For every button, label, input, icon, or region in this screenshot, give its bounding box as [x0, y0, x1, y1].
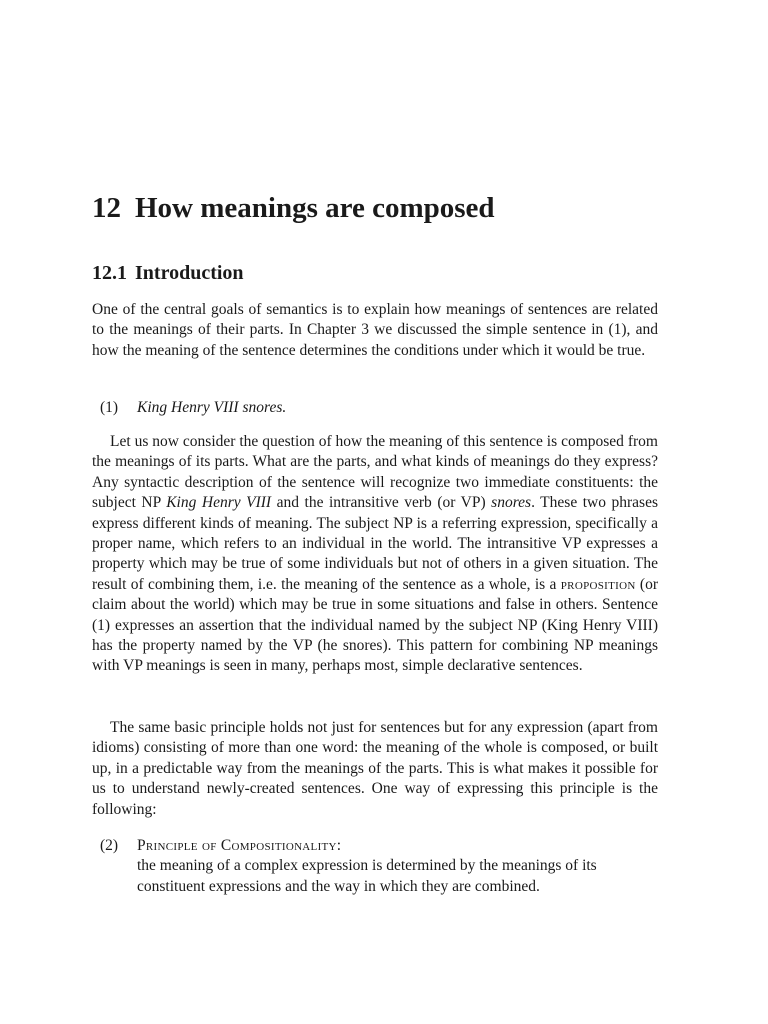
section-number: 12.1 — [92, 262, 127, 284]
section-title — [92, 259, 244, 287]
chapter-title — [92, 188, 495, 228]
example-1-sentence: King Henry VIII snores. — [137, 399, 287, 416]
example-2-term: Principle of Compositionality: — [137, 837, 342, 854]
example-1 — [100, 398, 660, 418]
example-2-definition: the meaning of a complex expression is determined by the meanings of its constituent expressions and the way in which they are combined. — [137, 857, 597, 895]
example-2-number: (2) — [100, 837, 119, 854]
composition-text-4: (or claim about the world) which may be true in some situations and false in others. Sentence (1) expresses an assertion that the individual named by the subject NP (King Henry VIII) has the property named by the VP (he snores). This pattern for combining NP meanings with VP meanings is seen in many, perhaps most, simple declarative sentences. — [92, 575, 658, 675]
chapter-number: 12 — [92, 192, 121, 224]
principle-paragraph: The same basic principle holds not just for sentences but for any expression (apart from idioms) consisting of more than one word: the meaning of the whole is composed, or built up, in a predictable way from the meanings of the parts. This is what makes it possible for us to understand newly-created sentences. One way of expressing this principle is the following: — [92, 719, 658, 818]
composition-text-1: Let us now consider the question of how the meaning of this sentence is composed from the meanings of its parts. What are the parts, and what kinds of meanings do they express? Any syntactic description of the sentence will recognize two immediate constituents: the subject NP — [92, 433, 658, 512]
example-2 — [100, 836, 660, 897]
composition-text-3: . These two phrases express different kinds of meaning. The subject NP is a referring expression, specifically a proper name, which refers to an individual in the world. The intransitive VP expresses a property which may be true of some individuals but not of others in a given situation. The result of combining them, i.e. the meaning of the sentence as a whole, is a — [92, 494, 658, 593]
intro-paragraph: One of the central goals of semantics is to explain how meanings of sentences are related to the meanings of their parts. In Chapter 3 we discussed the simple sentence in (1), and how the meaning of the sentence determines the conditions under which it would be true. — [92, 301, 658, 359]
composition-italic-np: King Henry VIII — [166, 494, 272, 512]
composition-paragraph — [92, 432, 658, 677]
example-1-number: (1) — [100, 399, 119, 416]
composition-smallcaps-term: proposition — [560, 575, 636, 593]
chapter-title-text: How meanings are composed — [135, 192, 495, 224]
composition-italic-vp: snores — [491, 494, 532, 512]
section-title-text: Introduction — [135, 262, 244, 284]
composition-text-2: and the intransitive verb (or VP) — [271, 494, 492, 512]
